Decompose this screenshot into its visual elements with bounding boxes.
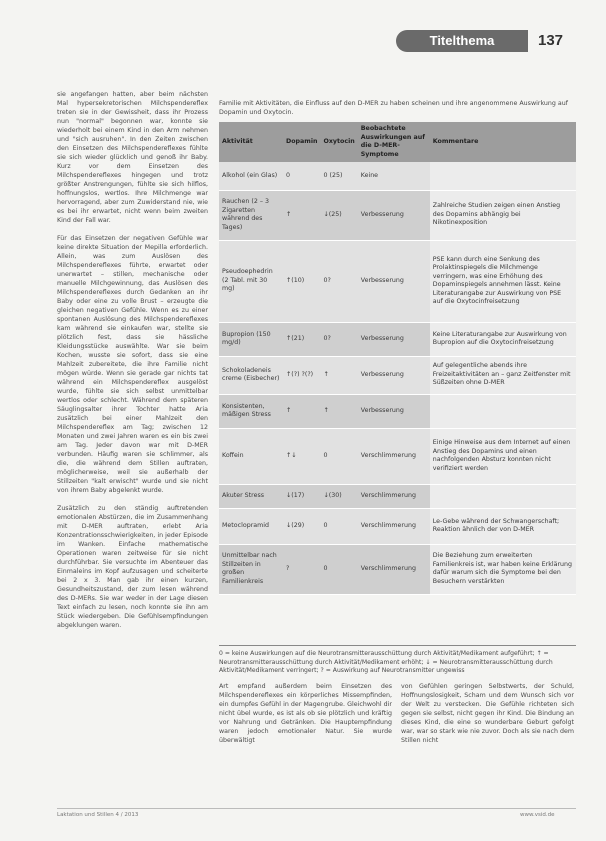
cell-oxytocin: 0?: [321, 322, 358, 356]
section-tab: [396, 30, 528, 52]
cell-oxytocin: ↑: [321, 356, 358, 394]
table-row: [219, 428, 576, 484]
cell-activity: Bupropion (150 mg/d): [219, 322, 283, 356]
header-dopamin: Dopamin: [283, 122, 321, 162]
left-paragraph: Zusätzlich zu den ständig auftretenden emotionalen Abstürzen, die im Zusammenhang mit D-MER auftraten, erlebt Aria Konzentrationsschwierigkeiten, in jeder Episode im Wanken. Einfache mathematische Operationen waren zeitweise für sie nicht durchführbar. Sie versuchte im Abenteuer das Einmaleins im Kopf aufzusagen und scheiterte bei 2 x 3. Man gab ihr einen kurzen, Gesundheitszustand, der zum lesen während des D-MERs. Sie war weder in der Lage diesen Text einfach zu lesen, noch konnte sie ihn am Stück wiedergeben. Die Gefühlsempfindungen abgeklungen waren.: [57, 505, 208, 629]
cell-effect: Keine: [358, 162, 430, 190]
cell-oxytocin: 0: [321, 508, 358, 544]
table-row: [219, 240, 576, 322]
table-row: [219, 394, 576, 428]
cell-effect: Verbesserung: [358, 356, 430, 394]
cell-activity: Rauchen (2 – 3 Zigaretten während des Tages): [219, 190, 283, 240]
left-column: [57, 90, 208, 639]
cell-dopamin: ↑: [283, 394, 321, 428]
cell-comment: Einige Hinweise aus dem Internet auf einen Anstieg des Dopamins und einen nachfolgenden Absturz konnten nicht verifiziert werden: [430, 428, 576, 484]
cell-dopamin: ↓(17): [283, 484, 321, 508]
cell-comment: [430, 162, 576, 190]
cell-activity: Unmittelbar nach Stillzeiten in großen Familienkreis: [219, 544, 283, 594]
cell-dopamin: ↑: [283, 190, 321, 240]
cell-dopamin: ↑↓: [283, 428, 321, 484]
left-paragraph: sie angefangen hatten, aber beim nächsten Mal hypersekretorischen Milchspendereflex treten sie in der Gewissheit, dass ihr Prozess nun "normal" begonnen war, konnte sie wiederholt bei einem Kind in den Arm nehmen und "sich ausruhen". In den Zeiten zwischen den Einsetzen des Milchspendereflexes fühlte sie sich wieder glücklich und genoß ihr Baby. Kurz vor dem Einsetzen des Milchspendereflexes hingegen und trotz größter Anstrengungen, fühlte sie sich hilflos, hoffnungslos, wertlos. Ihre Milchmenge war hervorragend, aber zum Zuwiderstand nie, wie es bei ihr erwartet, nicht wenn beim zweiten Kind der Fall war.: [57, 91, 208, 224]
cell-oxytocin: 0 (25): [321, 162, 358, 190]
cell-effect: Verbesserung: [358, 240, 430, 322]
cell-effect: Verschlimmerung: [358, 484, 430, 508]
header-oxytocin: Oxytocin: [321, 122, 358, 162]
footer-journal: Laktation und Stillen 4 / 2013: [57, 812, 139, 818]
cell-activity: Metoclopramid: [219, 508, 283, 544]
cell-comment: Auf gelegentliche abends ihre Freizeitaktivitäten an – ganz Zeitfenster mit Süßzeiten ohne D-MER: [430, 356, 576, 394]
cell-activity: Pseudoephedrin (2 Tabl. mit 30 mg): [219, 240, 283, 322]
activity-table: [219, 122, 576, 595]
cell-oxytocin: ↑: [321, 394, 358, 428]
table-caption: Familie mit Aktivitäten, die Einfluss auf den D-MER zu haben scheinen und ihre angenommene Auswirkung auf Dopamin und Oxytocin.: [219, 100, 568, 116]
cell-comment: Keine Literaturangabe zur Auswirkung von Bupropion auf die Oxytocinfreisetzung: [430, 322, 576, 356]
cell-comment: Die Beziehung zum erweiterten Familienkreis ist, war haben keine Erklärung dafür warum sich die Symptome bei den Besuchern verstärkten: [430, 544, 576, 594]
table-row: [219, 508, 576, 544]
cell-oxytocin: 0: [321, 428, 358, 484]
cell-dopamin: ↑(?) ?(?): [283, 356, 321, 394]
cell-dopamin: ↑(10): [283, 240, 321, 322]
table-row: [219, 484, 576, 508]
section-title: Titelthema: [429, 33, 495, 48]
table-legend: 0 = keine Auswirkungen auf die Neurotransmitterausschüttung durch Aktivität/Medikament aufgeführt; ↑ = Neurotransmitterausschüttung durch Aktivität/Medikament erhöht; ↓ = Neurotransmitterausschüttung durch Aktivität/Medikament verringert; ? = Auswirkung auf Neurotransmitter ungewiss: [219, 650, 553, 674]
right-column: [401, 682, 574, 754]
cell-oxytocin: 0?: [321, 240, 358, 322]
cell-comment: Le-Gebe während der Schwangerschaft; Reaktion ähnlich der von D-MER: [430, 508, 576, 544]
cell-effect: Verschlimmerung: [358, 428, 430, 484]
cell-activity: Akuter Stress: [219, 484, 283, 508]
cell-dopamin: ↑(21): [283, 322, 321, 356]
page-number: 137: [538, 32, 564, 49]
cell-activity: Koffein: [219, 428, 283, 484]
middle-column: [219, 682, 392, 754]
cell-activity: Alkohol (ein Glas): [219, 162, 283, 190]
header-effect: Beobachtete Auswirkungen auf die D-MER-Symptome: [358, 122, 430, 162]
cell-comment: PSE kann durch eine Senkung des Prolaktinspiegels die Milchmenge verringern, was eine Erhöhung des Dopaminspiegels annehmen lässt. Keine Literaturangabe zur Auswirkung von PSE auf die Oxytocinfreisetzung: [430, 240, 576, 322]
table-row: [219, 544, 576, 594]
cell-effect: Verschlimmerung: [358, 508, 430, 544]
cell-comment: Zahlreiche Studien zeigen einen Anstieg des Dopamins abhängig bei Nikotinexposition: [430, 190, 576, 240]
cell-activity: Schokoladeneis creme (Eisbecher): [219, 356, 283, 394]
cell-oxytocin: ↓(25): [321, 190, 358, 240]
cell-oxytocin: ↓(30): [321, 484, 358, 508]
table-divider: [219, 645, 576, 646]
cell-dopamin: ?: [283, 544, 321, 594]
cell-effect: Verbesserung: [358, 322, 430, 356]
header-activity: Aktivität: [219, 122, 283, 162]
cell-dopamin: ↓(29): [283, 508, 321, 544]
table-row: [219, 162, 576, 190]
table-row: [219, 322, 576, 356]
table-row: [219, 190, 576, 240]
footer-rule: [57, 808, 576, 809]
cell-oxytocin: 0: [321, 544, 358, 594]
left-paragraph: Für das Einsetzen der negativen Gefühle war keine direkte Situation der Mepilla erforderlich. Allein, was zum Auslösen des Milchspendereflexes führte, erwartet oder unerwartet – stillen, mechanische oder manuelle Milchgewinnung, das Auslösen des Milchspendereflexes durch Gedanken an ihr Baby oder eine zu volle Brust – erzeugte die gleichen negativen Gefühle. Wenn es zu einer spontanen Auslösung des Milchspendereflexes kam während sie einkaufen war, stellte sie plötzlich fest, dass sie hässliche Kleidungsstücke auswählte. War sie beim Kochen, wusste sie sofort, dass sie eine Mahlzeit zubereitete, die ihre Familie nicht mögen würde. Wenn sie gerade gar nichts tat während ein Milchspendereflex ausgelöst wurde, fühlte sie sich selbst unmittelbar wertlos oder schlecht. Während dem späteren Säuglingsalter ihrer Tochter hatte Aria zusätzlich bei einer Mahlzeit den Milchspendereflex am Tag; zwischen 12 Monaten und zwei Jahren waren es ein bis zwei am Tag. Jeder davon war mit D-MER verbunden. Häufig waren sie schlimmer, als die, die während dem Stillen auftraten, möglicherweise, weil sie außerhalb der Stillzeiten "kalt erwischt" wurde und sie nicht von ihrem Baby abgelenkt wurde.: [57, 235, 208, 494]
footer-website: www.vsid.de: [520, 812, 555, 818]
cell-dopamin: 0: [283, 162, 321, 190]
cell-activity: Konsistenten, mäßigen Stress: [219, 394, 283, 428]
mid-paragraph: Art empfand außerdem beim Einsetzen des Milchspendereflexes ein körperliches Missempfinden, ein dumpfes Gefühl in der Magengrube. Gleichwohl dir nicht übel wurde, es ist als ob sie plötzlich und kräftig vor Nahrung und Getränken. Die Hauptempfindung waren jedoch emotionaler Natur. Sie wurde überwältigt: [219, 683, 392, 744]
cell-comment: [430, 484, 576, 508]
cell-effect: Verbesserung: [358, 394, 430, 428]
right-paragraph: von Gefühlen geringen Selbstwerts, der Schuld, Hoffnungslosigkeit, Scham und dem Wunsch sich vor der Welt zu verstecken. Die Gefühle richteten sich gegen sie selbst, nicht gegen ihr Kind. Die Bindung an dieses Kind, die eine so wunderbare Geburt gefolgt war, war so stark wie nie zuvor. Doch als sie nach dem Stillen nicht: [401, 683, 574, 744]
cell-comment: [430, 394, 576, 428]
cell-effect: Verbesserung: [358, 190, 430, 240]
table-header-row: [219, 122, 576, 162]
table-row: [219, 356, 576, 394]
header-comment: Kommentare: [430, 122, 576, 162]
cell-effect: Verschlimmerung: [358, 544, 430, 594]
